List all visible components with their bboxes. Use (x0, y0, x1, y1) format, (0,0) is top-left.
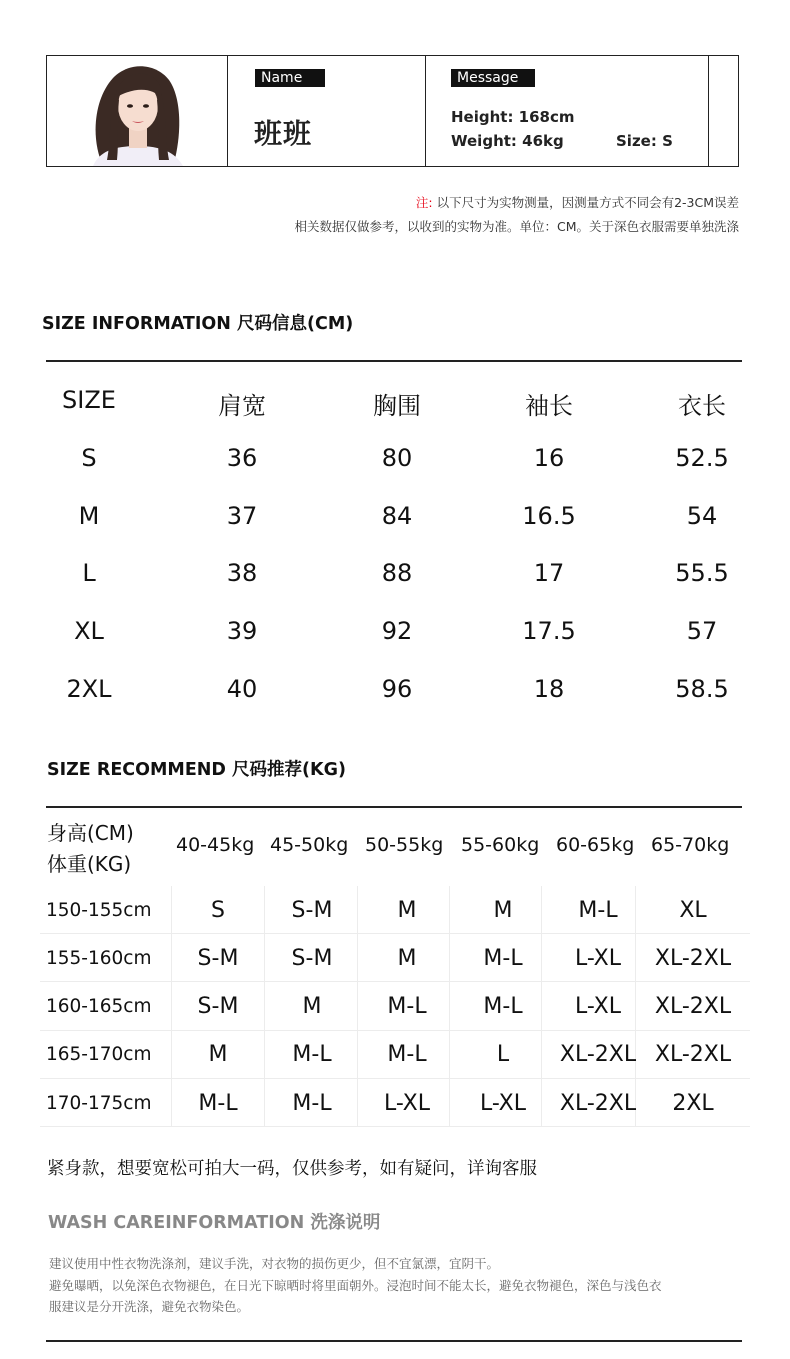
size-table-cell: 54 (686, 502, 718, 530)
size-table-header: 胸围 (373, 392, 421, 420)
recommended-size-cell: L-XL (574, 946, 622, 971)
note-line-1: 以下尺寸为实物测量，因测量方式不同会有2-3CM误差 (436, 195, 739, 210)
weight-column-header: 65-70kg (651, 834, 730, 856)
size-label: S (81, 444, 97, 472)
size-table-cell: 17 (533, 559, 565, 587)
size-table-cell: 92 (381, 617, 413, 645)
size-table-cell: 17.5 (522, 617, 576, 645)
recommended-size-cell: L-XL (574, 994, 622, 1019)
recommended-size-cell: M (493, 898, 513, 923)
recommended-size-cell: M-L (483, 994, 523, 1019)
size-label: XL (74, 617, 104, 645)
card-end-cell (708, 56, 740, 166)
recommended-size-cell: XL-2XL (654, 994, 732, 1019)
note-label: 注: (415, 195, 433, 210)
wash-line-1: 建议使用中性衣物洗涤剂，建议手洗，对衣物的损伤更少，但不宜氯漂，宜阴干。 (49, 1256, 500, 1271)
weight-column-header: 45-50kg (270, 834, 349, 856)
corner-weight-label: 体重(KG) (47, 852, 132, 876)
size-label: 2XL (66, 675, 112, 703)
recommended-size-cell: M (397, 898, 417, 923)
size-recommend-title: SIZE RECOMMEND 尺码推荐(KG) (47, 760, 346, 780)
recommended-size-cell: M-L (387, 994, 427, 1019)
model-card (46, 55, 739, 167)
recommended-size-cell: M-L (198, 1091, 238, 1116)
name-tag: Name (255, 69, 325, 87)
wash-care-title: WASH CAREINFORMATION 洗涤说明 (48, 1213, 381, 1233)
height-row-label: 155-160cm (46, 948, 152, 969)
wash-line-2: 避免曝晒，以免深色衣物褪色，在日光下晾晒时将里面朝外。浸泡时间不能太长，避免衣物褪色，深色与浅色衣 (49, 1277, 662, 1293)
size-info-title: SIZE INFORMATION 尺码信息(CM) (42, 314, 354, 334)
model-height: Height: 168cm (451, 108, 575, 126)
weight-column-header: 50-55kg (365, 834, 444, 856)
size-table-cell: 58.5 (675, 675, 729, 703)
recommended-size-cell: S (211, 898, 225, 923)
size-label: L (82, 559, 96, 587)
model-size: Size: S (616, 132, 673, 150)
wash-care-text (49, 1253, 749, 1318)
size-table-cell: 52.5 (675, 444, 729, 472)
size-recommend-divider (46, 806, 742, 808)
recommended-size-cell: M-L (578, 898, 618, 923)
recommended-size-cell: M (208, 1042, 228, 1067)
size-table-cell: 16.5 (522, 502, 576, 530)
size-table-cell: 39 (226, 617, 258, 645)
recommended-size-cell: M-L (483, 946, 523, 971)
size-table-cell: 55.5 (675, 559, 729, 587)
recommended-size-cell: M-L (292, 1042, 332, 1067)
recommended-size-cell: M (397, 946, 417, 971)
grid-divider (40, 933, 750, 934)
recommended-size-cell: L (496, 1042, 510, 1067)
recommended-size-cell: S-M (291, 898, 333, 923)
recommended-size-cell: XL-2XL (654, 946, 732, 971)
recommended-size-cell: S-M (197, 946, 239, 971)
corner-height-label: 身高(CM) (47, 821, 134, 845)
size-table-cell: 18 (533, 675, 565, 703)
weight-column-header: 40-45kg (176, 834, 255, 856)
grid-divider (264, 886, 265, 1127)
size-table-cell: 16 (533, 444, 565, 472)
bottom-divider (46, 1340, 742, 1342)
model-name: 班班 (254, 117, 313, 150)
model-portrait-image (73, 60, 201, 166)
model-weight: Weight: 46kg (451, 132, 564, 150)
message-section (425, 56, 709, 166)
recommended-size-cell: L-XL (479, 1091, 527, 1116)
recommended-size-cell: M-L (387, 1042, 427, 1067)
size-label: M (78, 502, 100, 530)
model-photo (47, 56, 228, 166)
weight-column-header: 55-60kg (461, 834, 540, 856)
note-line-2: 相关数据仅做参考，以收到的实物为准。单位：CM。关于深色衣服需要单独洗涤 (294, 219, 739, 234)
size-table-header: 袖长 (525, 392, 573, 420)
size-table-header: 肩宽 (218, 392, 266, 420)
recommend-corner-header (47, 818, 134, 880)
size-table-header: SIZE (62, 386, 116, 414)
size-table-cell: 36 (226, 444, 258, 472)
size-table-cell: 80 (381, 444, 413, 472)
size-table-cell: 38 (226, 559, 258, 587)
recommended-size-cell: M-L (292, 1091, 332, 1116)
recommended-size-cell: XL-2XL (654, 1042, 732, 1067)
recommended-size-cell: S-M (291, 946, 333, 971)
fit-footnote: 紧身款，想要宽松可拍大一码，仅供参考，如有疑问，详询客服 (47, 1159, 537, 1179)
size-table-header: 衣长 (678, 392, 726, 420)
size-table-cell: 40 (226, 675, 258, 703)
recommended-size-cell: XL-2XL (559, 1091, 637, 1116)
height-row-label: 150-155cm (46, 900, 152, 921)
height-row-label: 170-175cm (46, 1093, 152, 1114)
recommended-size-cell: 2XL (672, 1091, 714, 1116)
grid-divider (40, 1030, 750, 1031)
grid-divider (40, 1078, 750, 1079)
height-row-label: 165-170cm (46, 1044, 152, 1065)
height-row-label: 160-165cm (46, 996, 152, 1017)
recommended-size-cell: S-M (197, 994, 239, 1019)
message-tag: Message (451, 69, 535, 87)
wash-line-3: 服建议是分开洗涤，避免衣物染色。 (49, 1299, 250, 1314)
recommended-size-cell: XL (679, 898, 707, 923)
size-table-cell: 88 (381, 559, 413, 587)
recommended-size-cell: L-XL (383, 1091, 431, 1116)
name-section (227, 56, 426, 166)
grid-divider (40, 1126, 750, 1127)
grid-divider (40, 981, 750, 982)
recommended-size-cell: XL-2XL (559, 1042, 637, 1067)
size-table-cell: 37 (226, 502, 258, 530)
weight-column-header: 60-65kg (556, 834, 635, 856)
size-info-divider (46, 360, 742, 362)
recommended-size-cell: M (302, 994, 322, 1019)
size-table-cell: 84 (381, 502, 413, 530)
size-table-cell: 57 (686, 617, 718, 645)
size-table-cell: 96 (381, 675, 413, 703)
measure-note (416, 193, 739, 211)
